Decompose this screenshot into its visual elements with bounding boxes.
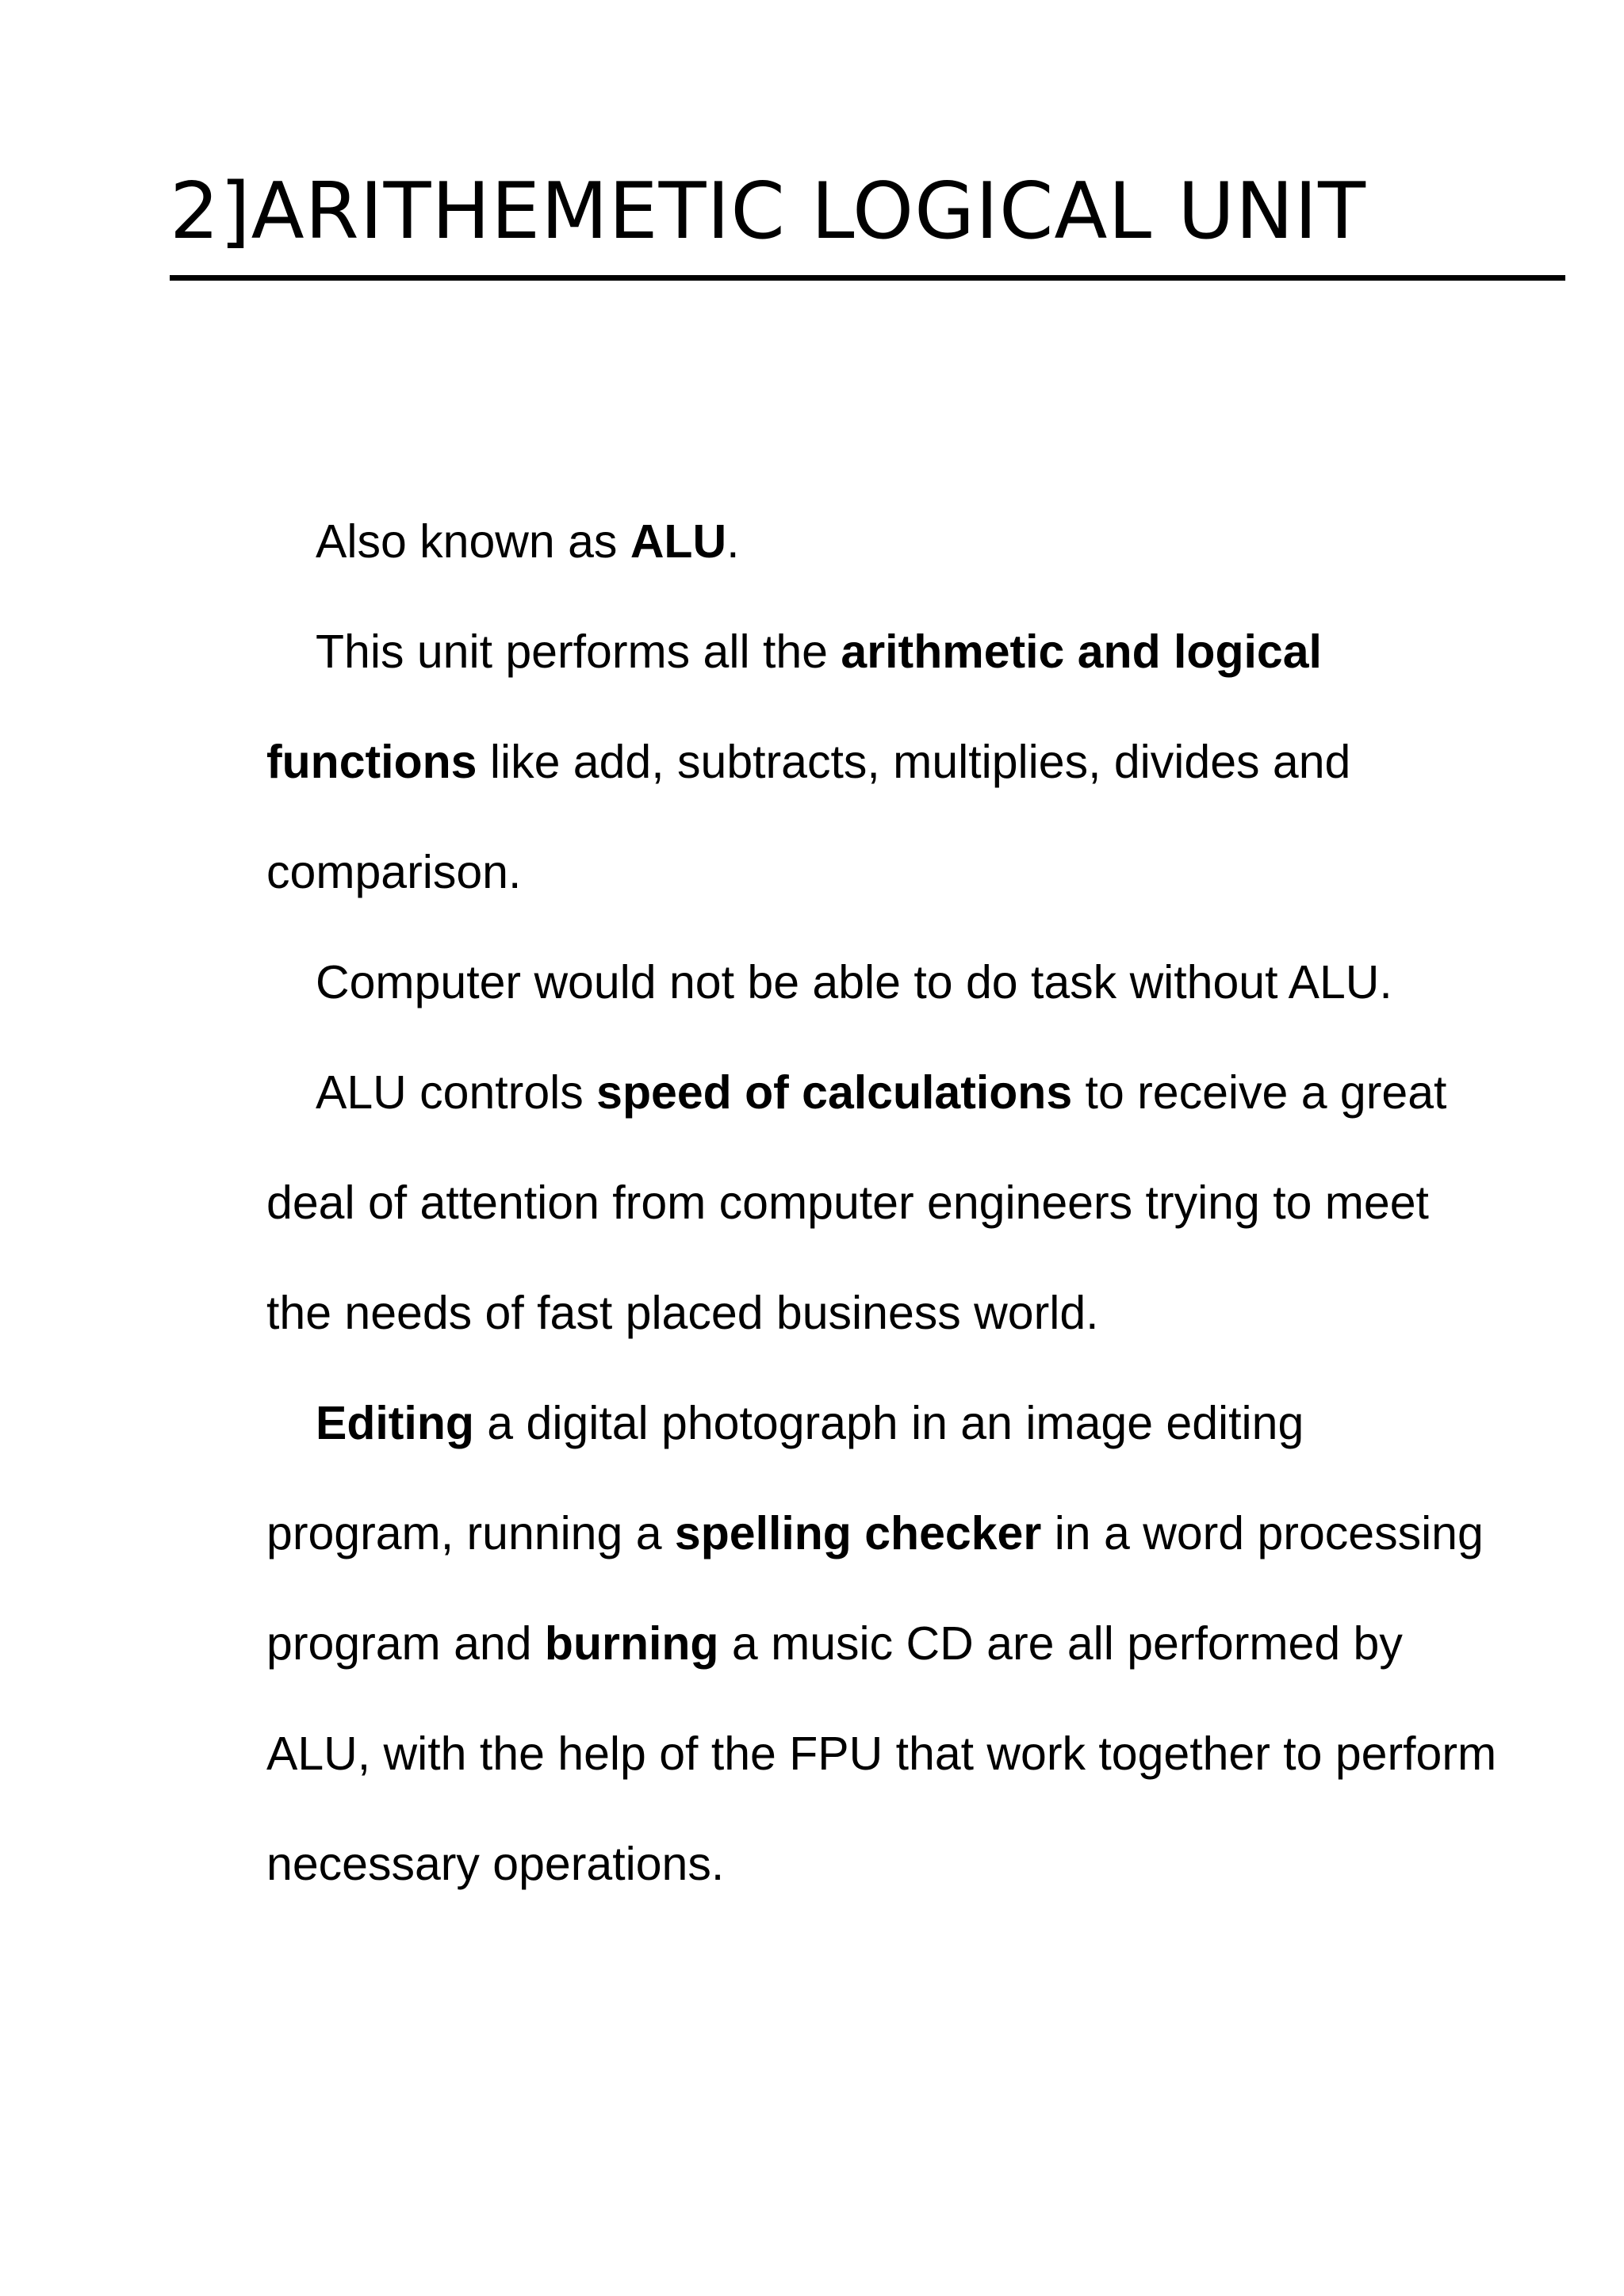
paragraph-necessity — [266, 928, 1503, 1038]
text-run: a digital photograph in an image editing program, running a — [266, 1397, 1304, 1559]
text-run: in a word processing program and — [266, 1507, 1484, 1670]
paragraph-alu-alias — [266, 487, 1503, 597]
page-title: 2]ARITHEMETIC LOGICAL UNIT — [170, 166, 1367, 257]
text-run: . — [726, 515, 740, 568]
bold-text-run: speed of calculations — [596, 1066, 1073, 1119]
paragraph-speed — [266, 1038, 1503, 1368]
bold-text-run: ALU — [630, 515, 727, 568]
paragraph-examples — [266, 1368, 1503, 1919]
text-run: like add, subtracts, multiplies, divides and comparison. — [266, 736, 1351, 898]
paragraph-functions — [266, 597, 1503, 928]
bold-text-run: burning — [544, 1617, 719, 1670]
bold-text-run: spelling checker — [674, 1507, 1042, 1559]
bold-text-run: Editing — [316, 1397, 474, 1449]
text-run: This unit performs all the — [316, 626, 841, 678]
bold-text-run: arithmetic and logical functions — [266, 626, 1322, 788]
body-text — [266, 487, 1503, 1919]
text-run: Computer would not be able to do task without ALU. — [316, 956, 1392, 1008]
text-run: to receive a great deal of attention from computer engineers trying to meet the needs of fast placed business world. — [266, 1066, 1447, 1339]
text-run: ALU controls — [316, 1066, 597, 1119]
text-run: Also known as — [316, 515, 630, 568]
text-run: a music CD are all performed by ALU, with the help of the FPU that work together to perform necessary operations. — [266, 1617, 1497, 1890]
title-underline — [170, 275, 1565, 281]
